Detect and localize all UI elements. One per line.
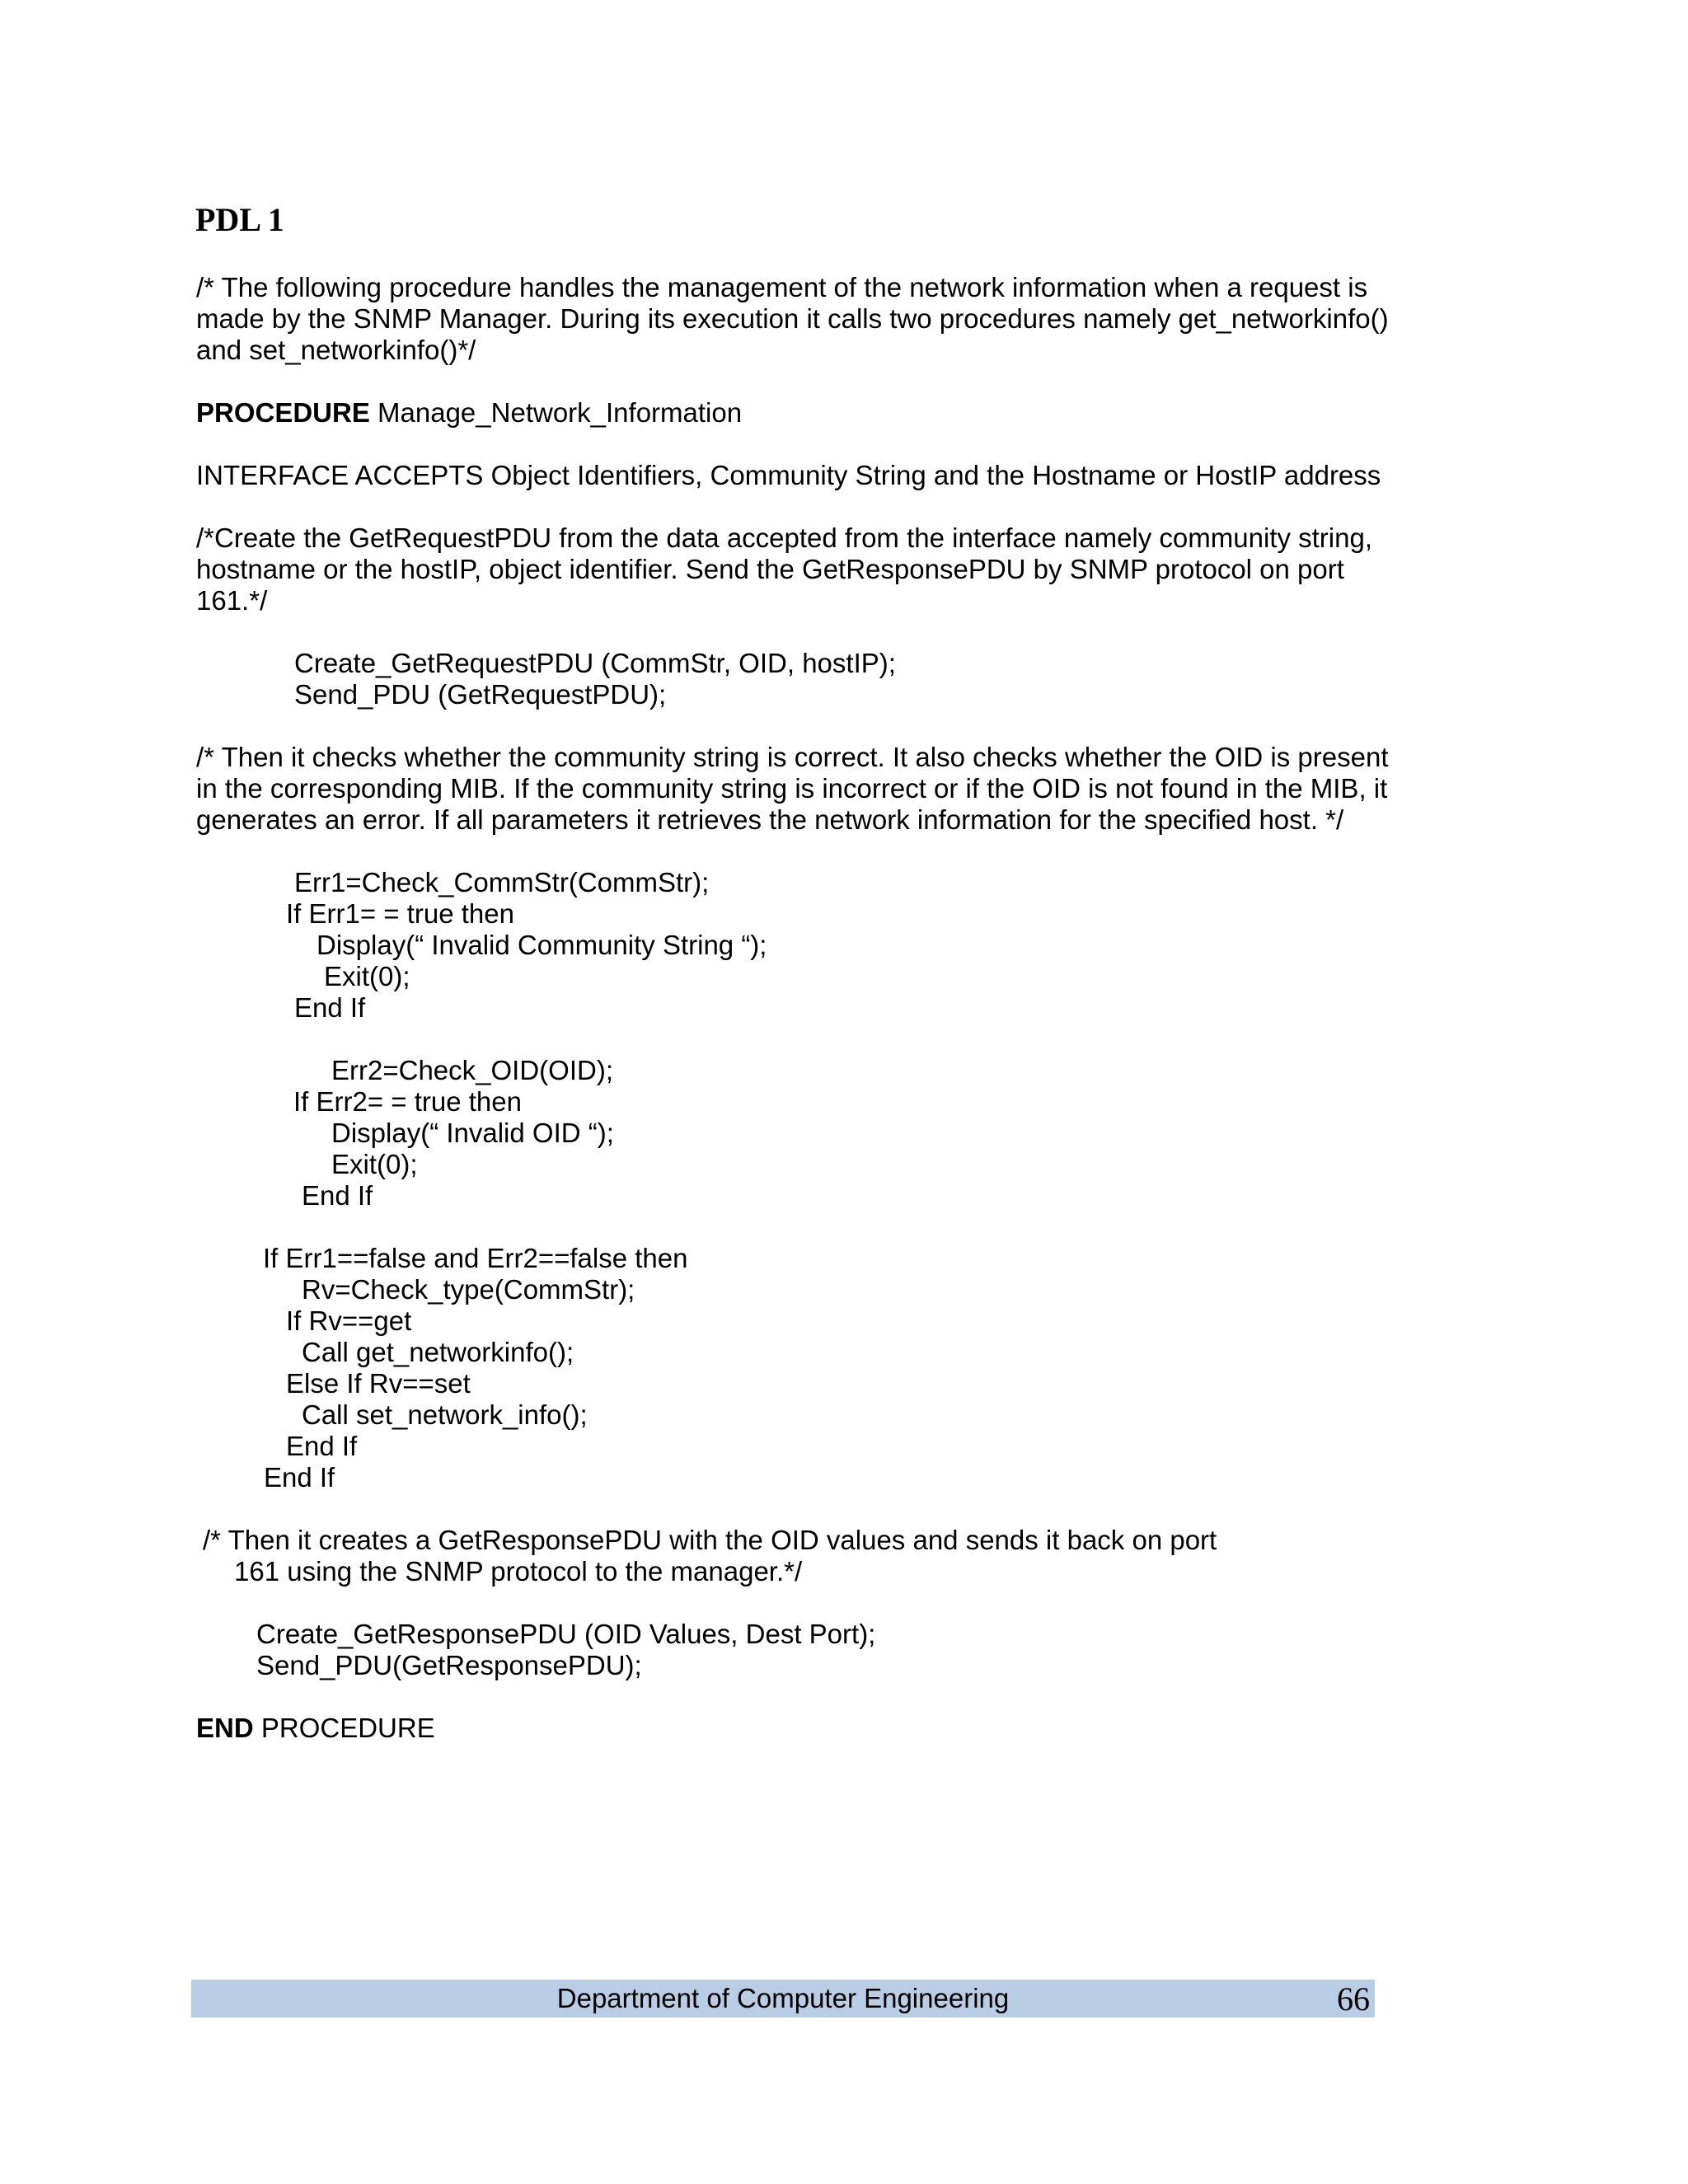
- page-footer: [191, 1980, 1375, 2018]
- footer-department: Department of Computer Engineering: [556, 1983, 1010, 2013]
- end-keyword: END: [196, 1713, 254, 1743]
- comment-1-line-3: and set_networkinfo()*/: [196, 335, 476, 365]
- comment-2-line-3: 161.*/: [196, 585, 268, 616]
- comment-3-line-1: /* Then it checks whether the community string is correct. It also checks whether the OID is present: [196, 742, 1389, 772]
- code-line: If Err1==false and Err2==false then: [263, 1243, 688, 1273]
- code-line: If Err2= = true then: [293, 1086, 522, 1117]
- comment-3-line-3: generates an error. If all parameters it retrieves the network information for the specified host. */: [196, 804, 1344, 835]
- code-line: End If: [264, 1462, 335, 1493]
- end-procedure-text: PROCEDURE: [253, 1713, 435, 1743]
- code-line: Send_PDU (GetRequestPDU);: [294, 679, 667, 710]
- comment-1-line-2: made by the SNMP Manager. During its execution it calls two procedures namely get_networkinfo(): [196, 303, 1389, 334]
- comment-4-line-1: /* Then it creates a GetResponsePDU with the OID values and sends it back on port: [203, 1525, 1217, 1555]
- code-line: Rv=Check_type(CommStr);: [302, 1274, 635, 1305]
- procedure-keyword: PROCEDURE: [196, 397, 370, 428]
- code-line: Exit(0);: [324, 961, 410, 991]
- procedure-name: Manage_Network_Information: [369, 397, 743, 428]
- code-line: End If: [294, 992, 366, 1023]
- code-line: Create_GetRequestPDU (CommStr, OID, hostIP);: [294, 648, 896, 678]
- code-line: End If: [286, 1431, 358, 1461]
- page-heading: PDL 1: [195, 201, 284, 238]
- code-line: If Err1= = true then: [286, 898, 514, 929]
- code-line: Call set_network_info();: [302, 1399, 588, 1430]
- code-line: Display(“ Invalid OID “);: [331, 1118, 614, 1148]
- code-line: Call get_networkinfo();: [302, 1337, 574, 1367]
- page-number: 66: [1337, 1980, 1370, 2018]
- code-line: Else If Rv==set: [286, 1368, 471, 1399]
- code-line: Err1=Check_CommStr(CommStr);: [294, 867, 710, 898]
- code-line: Display(“ Invalid Community String “);: [316, 930, 767, 960]
- code-line: Send_PDU(GetResponsePDU);: [256, 1650, 642, 1680]
- comment-2-line-1: /*Create the GetRequestPDU from the data accepted from the interface namely community string,: [196, 523, 1372, 553]
- comment-1-line-1: /* The following procedure handles the management of the network information when a request is: [196, 272, 1368, 302]
- code-line: Err2=Check_OID(OID);: [331, 1055, 613, 1085]
- comment-2-line-2: hostname or the hostIP, object identifier. Send the GetResponsePDU by SNMP protocol on port: [196, 554, 1344, 584]
- comment-3-line-2: in the corresponding MIB. If the community string is incorrect or if the OID is not found in the MIB, it: [196, 773, 1388, 804]
- code-line: Exit(0);: [331, 1149, 418, 1179]
- code-line: End If: [302, 1180, 373, 1211]
- procedure-line: [196, 397, 742, 429]
- code-line: Create_GetResponsePDU (OID Values, Dest Port);: [256, 1619, 876, 1649]
- comment-4-line-2: 161 using the SNMP protocol to the manager.*/: [234, 1556, 803, 1586]
- code-line: If Rv==get: [286, 1305, 412, 1336]
- interface-line: INTERFACE ACCEPTS Object Identifiers, Community String and the Hostname or HostIP address: [196, 460, 1381, 490]
- end-procedure-line: [196, 1713, 435, 1744]
